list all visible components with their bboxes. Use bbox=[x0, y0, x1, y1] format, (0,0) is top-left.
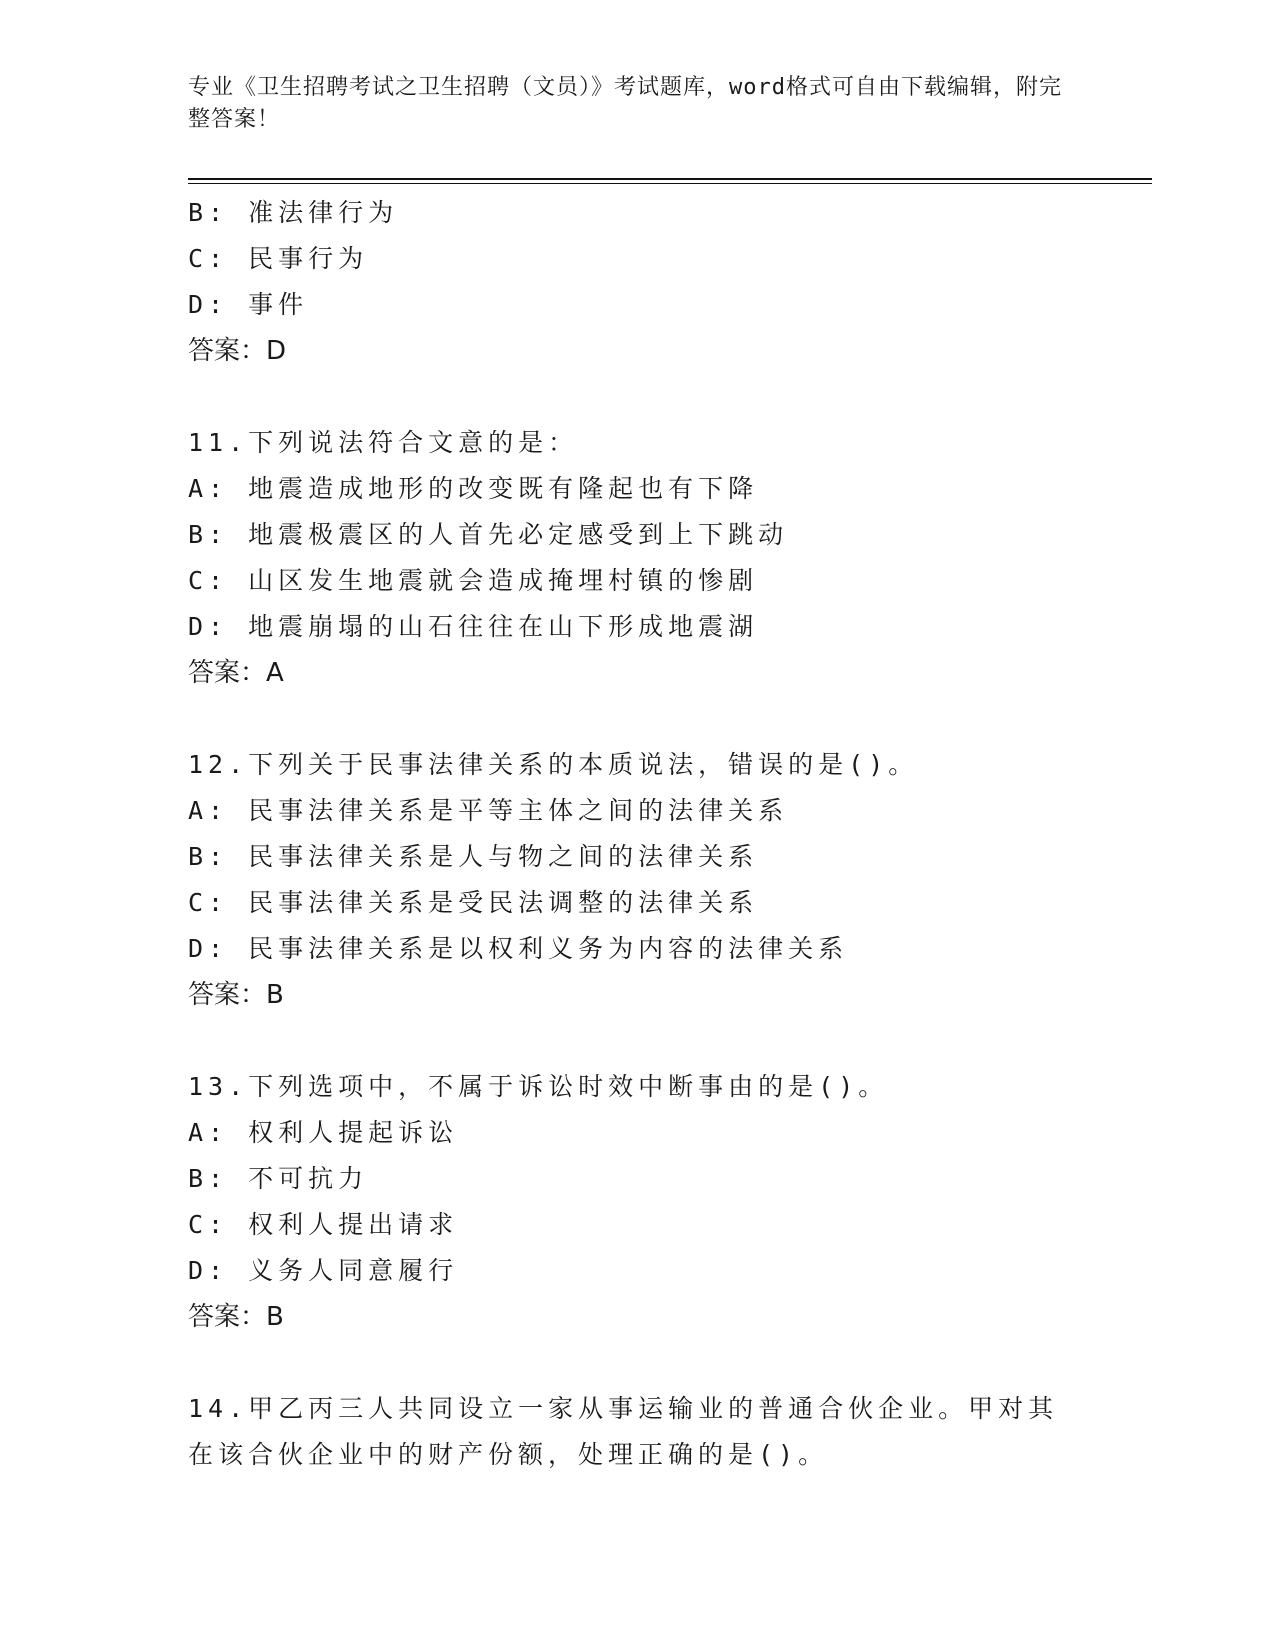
option-d: D: 事件 bbox=[188, 290, 309, 319]
question-stem: 13.下列选项中，不属于诉讼时效中断事由的是()。 bbox=[188, 1072, 889, 1101]
header-divider-thin bbox=[188, 183, 1152, 184]
question-stem: 11.下列说法符合文意的是： bbox=[188, 428, 579, 457]
question-12 bbox=[188, 742, 1088, 1018]
question-stem: 14.甲乙丙三人共同设立一家从事运输业的普通合伙企业。甲对其在该合伙企业中的财产份额，处理正确的是()。 bbox=[188, 1394, 1059, 1469]
option-c: C: 山区发生地震就会造成掩埋村镇的惨剧 bbox=[188, 566, 759, 595]
question-11 bbox=[188, 420, 1088, 696]
option-c: C: 民事法律关系是受民法调整的法律关系 bbox=[188, 888, 759, 917]
question-10-continued bbox=[188, 190, 1088, 374]
option-d: D: 民事法律关系是以权利义务为内容的法律关系 bbox=[188, 934, 849, 963]
option-b: B: 准法律行为 bbox=[188, 198, 399, 227]
option-b: B: 地震极震区的人首先必定感受到上下跳动 bbox=[188, 520, 789, 549]
option-c: C: 权利人提出请求 bbox=[188, 1210, 459, 1239]
option-a: A: 地震造成地形的改变既有隆起也有下降 bbox=[188, 474, 759, 503]
answer: 答案：B bbox=[188, 1302, 284, 1332]
header-divider bbox=[188, 178, 1152, 180]
question-14 bbox=[188, 1386, 1088, 1478]
header-text: 专业《卫生招聘考试之卫生招聘（文员）》考试题库，word格式可自由下载编辑，附完整答案！ bbox=[188, 75, 1062, 132]
option-b: B: 民事法律关系是人与物之间的法律关系 bbox=[188, 842, 759, 871]
question-stem: 12.下列关于民事法律关系的本质说法，错误的是()。 bbox=[188, 750, 919, 779]
option-d: D: 义务人同意履行 bbox=[188, 1256, 459, 1285]
option-a: A: 权利人提起诉讼 bbox=[188, 1118, 459, 1147]
answer: 答案：A bbox=[188, 658, 284, 688]
document-header bbox=[188, 72, 1068, 136]
answer: 答案：D bbox=[188, 336, 287, 366]
answer: 答案：B bbox=[188, 980, 284, 1010]
question-13 bbox=[188, 1064, 1088, 1340]
option-d: D: 地震崩塌的山石往往在山下形成地震湖 bbox=[188, 612, 759, 641]
option-c: C: 民事行为 bbox=[188, 244, 369, 273]
option-a: A: 民事法律关系是平等主体之间的法律关系 bbox=[188, 796, 789, 825]
question-content bbox=[188, 190, 1088, 1478]
option-b: B: 不可抗力 bbox=[188, 1164, 369, 1193]
